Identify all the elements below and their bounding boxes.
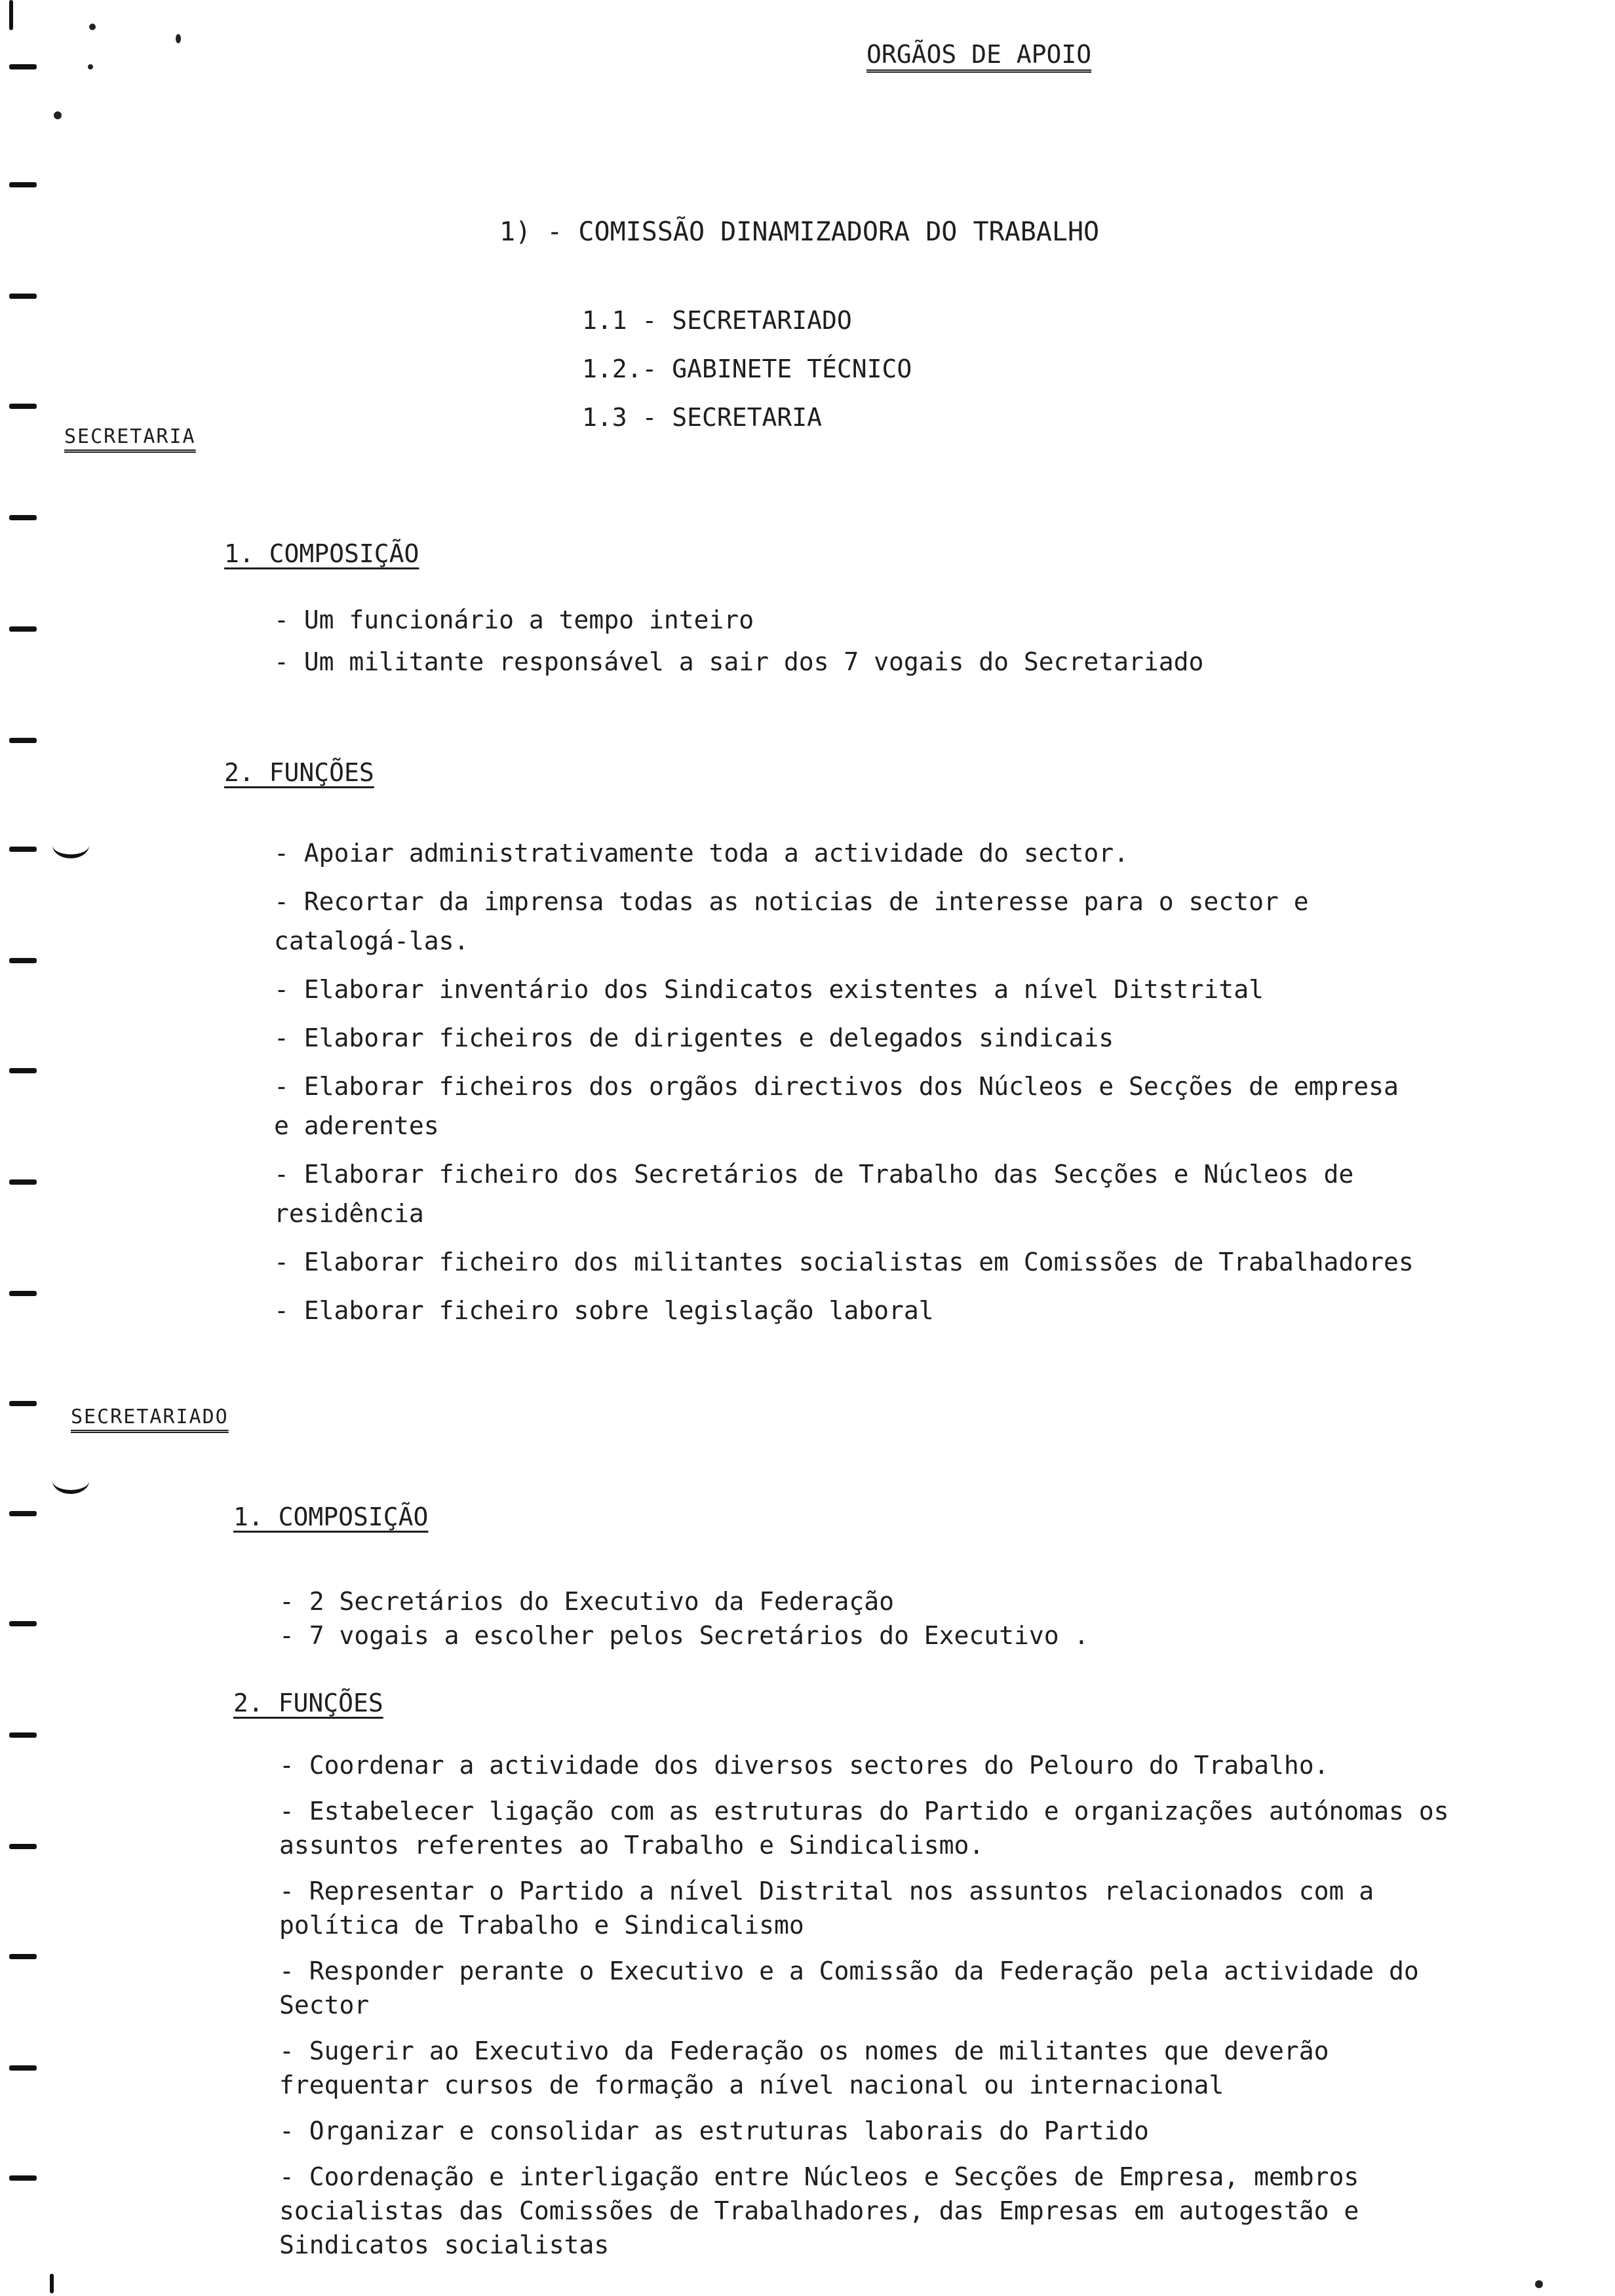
list-item: - Elaborar ficheiro dos Secretários de Trabalho das Secções e Núcleos de residência bbox=[274, 1160, 1354, 1228]
list-item: - Recortar da imprensa todas as noticias de interesse para o sector e catalogá-las. bbox=[274, 887, 1309, 955]
list-item: - Coordenar a actividade dos diversos sectores do Pelouro do Trabalho. bbox=[279, 1751, 1329, 1780]
list-item: - 7 vogais a escolher pelos Secretários do Executivo . bbox=[279, 1621, 1089, 1650]
outline-item: 1.3 - SECRETARIA bbox=[582, 403, 823, 432]
list-item: - Elaborar ficheiro sobre legislação laboral bbox=[274, 1296, 934, 1325]
list-item: - Representar o Partido a nível Distrital nos assuntos relacionados com a política de Trabalho e Sindicalismo bbox=[279, 1877, 1374, 1940]
page-title: ORGÃOS DE APOIO bbox=[866, 40, 1092, 69]
list-item: - Um militante responsável a sair dos 7 vogais do Secretariado bbox=[274, 647, 1204, 676]
secretariado-funcoes-heading: 2. FUNÇÕES bbox=[233, 1689, 383, 1717]
secretaria-funcoes-heading: 2. FUNÇÕES bbox=[224, 758, 374, 787]
list-item: - 2 Secretários do Executivo da Federação bbox=[279, 1587, 894, 1616]
list-item: - Um funcionário a tempo inteiro bbox=[274, 605, 754, 634]
list-item: - Sugerir ao Executivo da Federação os nomes de militantes que deverão frequentar cursos de formação a nível nacional ou internacional bbox=[279, 2037, 1329, 2099]
secretaria-composicao-list bbox=[274, 599, 1506, 683]
outline-heading: 1) - COMISSÃO DINAMIZADORA DO TRABALHO bbox=[499, 217, 1100, 247]
secretariado-funcoes-list bbox=[279, 1748, 1472, 2274]
outline-section bbox=[499, 219, 1099, 245]
outline-item: 1.1 - SECRETARIADO bbox=[582, 306, 852, 335]
list-item: - Elaborar inventário dos Sindicatos existentes a nível Ditstrital bbox=[274, 975, 1264, 1004]
secretariado-composicao-list bbox=[279, 1584, 1511, 1653]
list-item: - Coordenação e interligação entre Núcleos e Secções de Empresa, membros socialistas das Comissões de Trabalhadores, das Empresas em autogestão e Sindicatos socialistas bbox=[279, 2162, 1359, 2259]
outline-item: 1.2.- GABINETE TÉCNICO bbox=[582, 354, 912, 383]
outline-list bbox=[582, 296, 912, 442]
secretaria-funcoes-list bbox=[274, 833, 1428, 1339]
section-label-secretariado: SECRETARIADO bbox=[71, 1406, 229, 1428]
list-item: - Responder perante o Executivo e a Comissão da Federação pela actividade do Sector bbox=[279, 1957, 1419, 2019]
list-item: - Elaborar ficheiro dos militantes socialistas em Comissões de Trabalhadores bbox=[274, 1248, 1414, 1276]
secretariado-composicao-heading: 1. COMPOSIÇÃO bbox=[233, 1502, 429, 1531]
list-item: - Elaborar ficheiros de dirigentes e delegados sindicais bbox=[274, 1024, 1114, 1052]
list-item: - Apoiar administrativamente toda a actividade do sector. bbox=[274, 839, 1129, 868]
list-item: - Organizar e consolidar as estruturas laborais do Partido bbox=[279, 2116, 1149, 2145]
list-item: - Elaborar ficheiros dos orgãos directivos dos Núcleos e Secções de empresa e aderentes bbox=[274, 1072, 1399, 1140]
secretaria-composicao-heading: 1. COMPOSIÇÃO bbox=[224, 539, 419, 568]
list-item: - Estabelecer ligação com as estruturas do Partido e organizações autónomas os assuntos referentes ao Trabalho e Sindicalismo. bbox=[279, 1797, 1449, 1860]
section-label-secretaria: SECRETARIA bbox=[64, 425, 196, 448]
